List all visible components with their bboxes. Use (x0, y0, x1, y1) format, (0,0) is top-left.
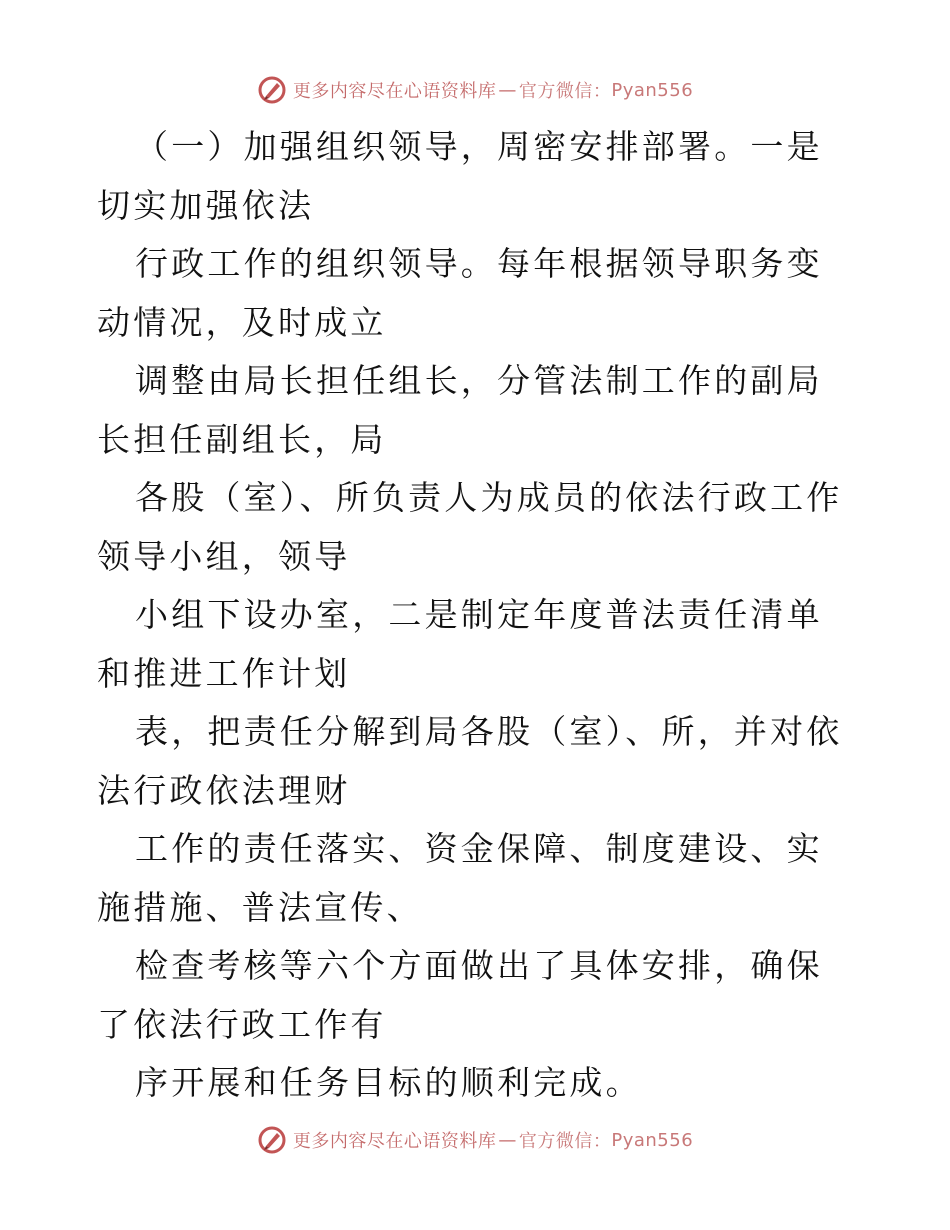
watermark-wechat-id: Pyan556 (611, 79, 694, 101)
paragraph: 检查考核等六个方面做出了具体安排，确保了依法行政工作有 (97, 946, 823, 1044)
paragraph: 序开展和任务目标的顺利完成。 (135, 1063, 642, 1102)
paragraph: 表，把责任分解到局各股（室）、所，并对依法行政依法理财 (97, 712, 843, 810)
watermark-main-text: 更多内容尽在心语资料库 (292, 81, 497, 102)
document-body (97, 118, 857, 1113)
watermark-separator: — (498, 79, 517, 101)
watermark-main-text: 更多内容尽在心语资料库 (292, 1131, 497, 1152)
paragraph: 行政工作的组织领导。每年根据领导职务变动情况，及时成立 (97, 244, 823, 342)
header-watermark (0, 70, 950, 110)
paragraph: 调整由局长担任组长，分管法制工作的副局长担任副组长，局 (97, 361, 823, 459)
watermark-wechat-label: 官方微信： (518, 1131, 612, 1152)
watermark-wechat-id: Pyan556 (611, 1129, 694, 1151)
watermark-separator: — (498, 1129, 517, 1151)
paragraph: 工作的责任落实、资金保障、制度建设、实施措施、普法宣传、 (97, 829, 823, 927)
watermark-wechat-label: 官方微信： (518, 81, 612, 102)
footer-watermark (0, 1120, 950, 1160)
paragraph: （一）加强组织领导，周密安排部署。一是切实加强依法 (97, 127, 823, 225)
paragraph: 各股（室）、所负责人为成员的依法行政工作领导小组，领导 (97, 478, 843, 576)
pen-logo-icon (257, 1125, 287, 1155)
paragraph: 小组下设办室，二是制定年度普法责任清单和推进工作计划 (97, 595, 823, 693)
pen-logo-icon (257, 75, 287, 105)
